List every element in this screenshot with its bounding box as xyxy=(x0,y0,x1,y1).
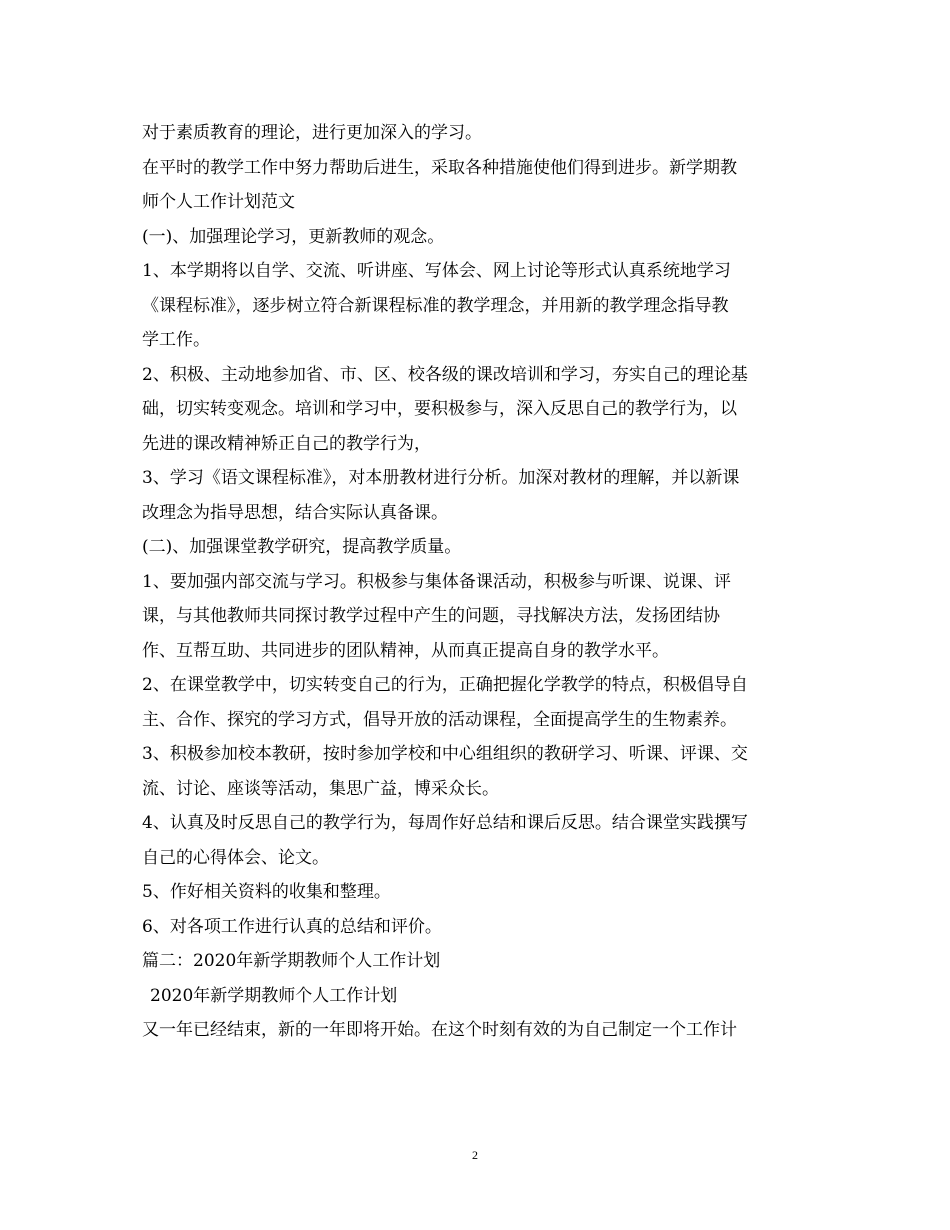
text-line: 自己的心得体会、论文。 xyxy=(142,847,329,868)
text-line: 师个人工作计划范文 xyxy=(142,192,295,212)
text-line: 流、讨论、座谈等活动，集思广益，博采众长。 xyxy=(142,778,499,799)
text-line: 对于素质教育的理论，进行更加深入的学习。 xyxy=(142,123,482,143)
text-line: 础，切实转变观念。培训和学习中，要积极参与，深入反思自己的教学行为，以 xyxy=(142,399,737,419)
article-heading: 篇二：2020年新学期教师个人工作计划 xyxy=(142,951,441,971)
text-line: 6、对各项工作进行认真的总结和评价。 xyxy=(142,916,442,937)
section-heading: (一)、加强理论学习，更新教师的观念。 xyxy=(142,226,445,247)
page-number: 2 xyxy=(472,1148,478,1162)
text-line: 改理念为指导思想，结合实际认真备课。 xyxy=(142,502,448,523)
document-body xyxy=(142,116,818,1048)
article-title: 2020年新学期教师个人工作计划 xyxy=(150,985,398,1006)
text-line: 2、在课堂教学中，切实转变自己的行为，正确把握化学教学的特点，积极倡导自 xyxy=(142,675,748,695)
text-line: 1、本学期将以自学、交流、听讲座、写体会、网上讨论等形式认真系统地学习 xyxy=(142,261,731,281)
text-line: 主、合作、探究的学习方式，倡导开放的活动课程，全面提高学生的生物素养。 xyxy=(142,709,737,730)
text-line: 5、作好相关资料的收集和整理。 xyxy=(142,882,391,902)
text-line: 3、积极参加校本教研，按时参加学校和中心组组织的教研学习、听课、评课、交 xyxy=(142,744,748,764)
text-line: 学工作。 xyxy=(142,330,210,350)
text-line: 4、认真及时反思自己的教学行为，每周作好总结和课后反思。结合课堂实践撰写 xyxy=(142,813,748,833)
text-line: 作、互帮互助、共同进步的团队精神，从而真正提高自身的教学水平。 xyxy=(142,640,669,661)
text-line: 又一年已经结束，新的一年即将开始。在这个时刻有效的为自己制定一个工作计 xyxy=(142,1020,737,1040)
text-line: 在平时的教学工作中努力帮助后进生，采取各种措施使他们得到进步。新学期教 xyxy=(142,157,737,178)
text-line: 《课程标准》，逐步树立符合新课程标准的教学理念，并用新的教学理念指导教 xyxy=(142,295,729,316)
text-line: 课，与其他教师共同探讨教学过程中产生的问题，寻找解决方法，发扬团结协 xyxy=(142,606,720,626)
text-line: 2、积极、主动地参加省、市、区、校各级的课改培训和学习，夯实自己的理论基 xyxy=(142,364,748,385)
text-line: 先进的课改精神矫正自己的教学行为， xyxy=(142,433,431,454)
text-line: 3、学习《语文课程标准》，对本册教材进行分析。加深对教材的理解，并以新课 xyxy=(142,468,740,488)
section-heading: (二)、加强课堂教学研究，提高教学质量。 xyxy=(142,537,462,557)
text-line: 1、要加强内部交流与学习。积极参与集体备课活动，积极参与听课、说课、评 xyxy=(142,571,731,592)
